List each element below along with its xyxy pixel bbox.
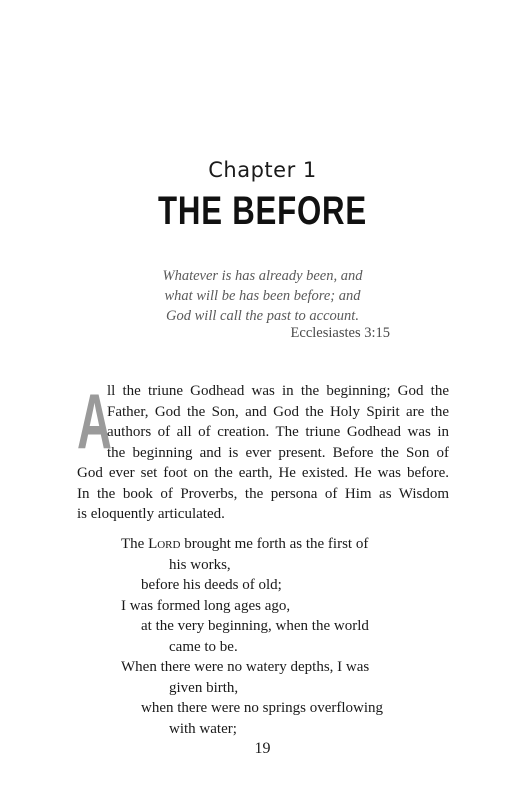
body-line: ll the triune Godhead was in the beginning; God the — [107, 383, 449, 399]
body-line: God ever set foot on the earth, He existed. He was before. — [77, 465, 449, 481]
page-number: 19 — [254, 740, 271, 757]
chapter-title: THE BEFORE — [158, 189, 367, 233]
body-line: the beginning and is ever present. Before the Son of — [107, 444, 449, 461]
verse-line: at the very beginning, when the world — [141, 618, 369, 634]
verse-line: I was formed long ages ago, — [121, 597, 291, 614]
scripture-verse-block — [121, 534, 421, 739]
epigraph-line: what will be has been before; and — [164, 288, 361, 304]
body-line: In the book of Proverbs, the persona of Him as Wisdom — [77, 485, 449, 502]
verse-line: when there were no springs overflowing — [141, 700, 384, 716]
chapter-label: Chapter 1 — [208, 158, 317, 182]
body-line: Father, God the Son, and God the Holy Spirit are the — [107, 403, 449, 420]
verse-text: The — [121, 536, 149, 552]
verse-line: before his deeds of old; — [141, 577, 282, 593]
verse-line: When there were no watery depths, I was — [121, 659, 370, 675]
epigraph-quote — [130, 266, 395, 326]
epigraph-line: Whatever is has already been, and — [162, 268, 363, 284]
lord-small-caps: Lord — [148, 536, 181, 552]
verse-line: given birth, — [169, 679, 239, 696]
verse-line: his works, — [169, 556, 231, 573]
drop-cap: A — [77, 377, 112, 465]
epigraph-reference: Ecclesiastes 3:15 — [290, 325, 390, 341]
verse-line — [121, 534, 421, 555]
body-line: is eloquently articulated. — [77, 506, 225, 522]
verse-line: came to be. — [169, 638, 238, 655]
body-paragraph — [77, 377, 449, 525]
epigraph-line: God will call the past to account. — [166, 308, 359, 324]
verse-text: brought me forth as the first of — [180, 536, 369, 552]
body-line: authors of all of creation. The triune Godhead was in — [107, 424, 449, 440]
verse-line: with water; — [169, 720, 237, 737]
